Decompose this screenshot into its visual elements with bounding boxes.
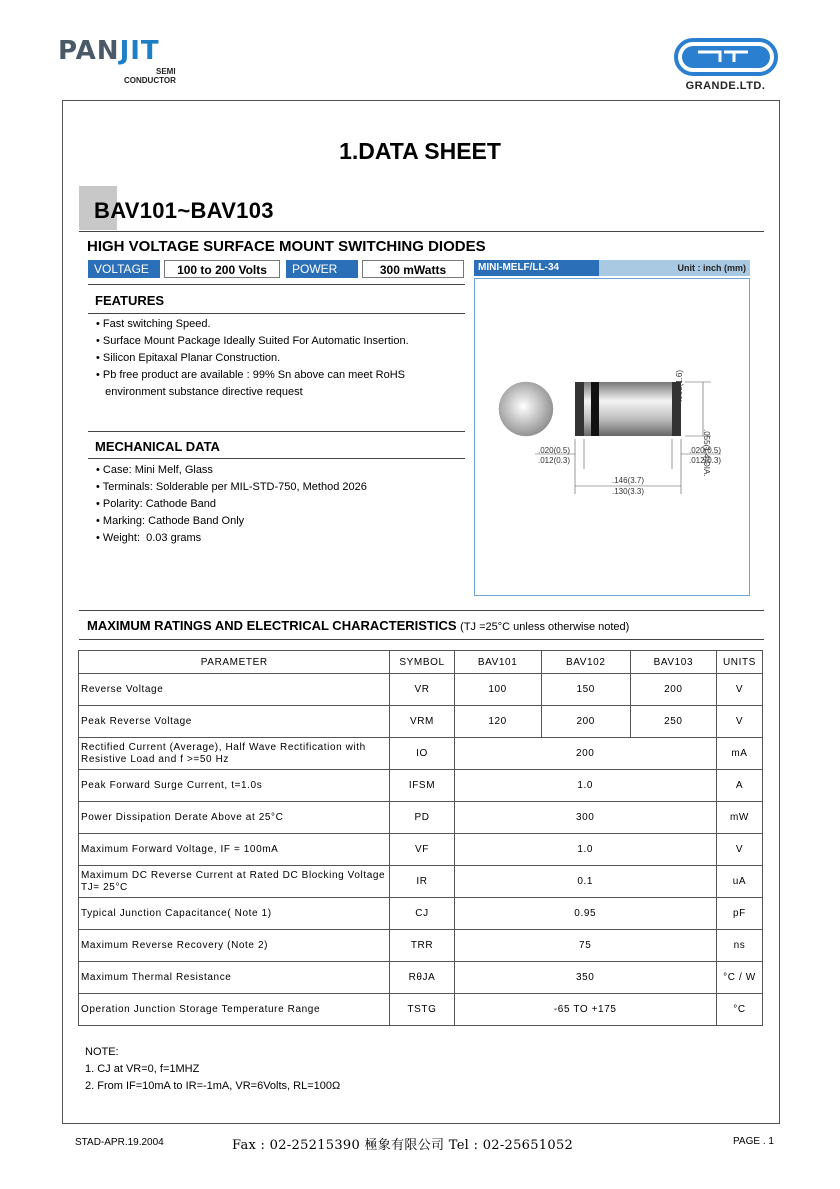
table-row [79,834,763,866]
unit-cell: V [716,674,762,706]
value-cell: -65 TO +175 [454,994,716,1026]
symbol-cell: VRM [390,706,454,738]
features-list [96,316,409,401]
voltage-label: VOLTAGE [88,260,160,278]
table-row [79,706,763,738]
parameter-cell: Rectified Current (Average), Half Wave Rectification with Resistive Load and f >=50 Hz [79,738,390,770]
dim-length-a: .146(3.7) [612,476,645,485]
note-item: 1. CJ at VR=0, f=1MHZ [85,1063,200,1075]
symbol-cell: IO [390,738,454,770]
diode-body [575,382,681,436]
unit-cell: V [716,706,762,738]
table-row [79,930,763,962]
value-cell: 0.95 [454,898,716,930]
power-label: POWER [286,260,358,278]
note-item: 2. From IF=10mA to IR=-1mA, VR=6Volts, RL=100Ω [85,1080,341,1092]
value-cell: 250 [630,706,716,738]
list-item: • Marking: Cathode Band Only [96,515,245,527]
list-item: • Terminals: Solderable per MIL-STD-750, Method 2026 [96,481,367,493]
list-item: • Silicon Epitaxal Planar Construction. [96,352,281,364]
column-header: SYMBOL [390,651,454,674]
column-header: BAV103 [630,651,716,674]
dim-diameter-a: .063(1.6) [675,369,684,402]
table-row [79,866,763,898]
parameter-cell: Reverse Voltage [79,674,390,706]
footer-contact: Fax : 02-25215390 極象有限公司 Tel : 02-25651052 [232,1138,574,1153]
parameter-cell: Typical Junction Capacitance( Note 1) [79,898,390,930]
grande-logo [668,38,783,98]
package-unit: Unit : inch (mm) [677,263,746,273]
ratings-title-text: MAXIMUM RATINGS AND ELECTRICAL CHARACTERISTICS [87,618,457,633]
panjit-logo-pan: PAN [58,36,120,66]
value-cell: 200 [541,706,630,738]
dim-diameter-b: .055(1.4)DIA. [702,429,711,477]
symbol-cell: TRR [390,930,454,962]
table-row [79,898,763,930]
list-item: • Fast switching Speed. [96,318,211,330]
table-row [79,802,763,834]
panjit-logo [58,38,188,90]
divider [88,458,465,459]
symbol-cell: IFSM [390,770,454,802]
unit-cell: ns [716,930,762,962]
list-item: • Case: Mini Melf, Glass [96,464,213,476]
cathode-band [591,382,599,436]
dim-right-a: .020(0.5) [689,446,722,455]
grande-logo-text: GRANDE.LTD. [685,80,766,92]
divider [88,431,465,432]
value-cell: 75 [454,930,716,962]
end-view-circle [499,382,553,436]
unit-cell: uA [716,866,762,898]
ratings-table [78,650,763,1026]
table-row [79,738,763,770]
voltage-value: 100 to 200 Volts [164,260,280,278]
value-cell: 1.0 [454,834,716,866]
column-header: BAV102 [541,651,630,674]
symbol-cell: RθJA [390,962,454,994]
unit-cell: pF [716,898,762,930]
dim-length-b: .130(3.3) [612,487,645,496]
ratings-title [87,618,629,633]
unit-cell: mA [716,738,762,770]
part-number-title: BAV101~BAV103 [94,198,274,223]
notes-heading: NOTE: [85,1046,119,1058]
list-item: • Weight: 0.03 grams [96,532,202,544]
unit-cell: A [716,770,762,802]
symbol-cell: VR [390,674,454,706]
parameter-cell: Maximum DC Reverse Current at Rated DC Blocking Voltage TJ= 25°C [79,866,390,898]
grande-emblem-icon [668,38,783,78]
product-subtitle: HIGH VOLTAGE SURFACE MOUNT SWITCHING DIODES [87,238,486,255]
package-name: MINI-MELF/LL-34 [474,260,599,276]
unit-cell: °C [716,994,762,1026]
table-header-row [79,651,763,674]
unit-cell: °C / W [716,962,762,994]
unit-cell: mW [716,802,762,834]
value-cell: 120 [454,706,541,738]
divider [79,639,764,640]
footer-page-number: PAGE . 1 [733,1136,774,1147]
mechanical-heading: MECHANICAL DATA [95,439,220,454]
column-header: UNITS [716,651,762,674]
ratings-condition: (TJ =25°C unless otherwise noted) [460,621,630,633]
panjit-logo-jit: JIT [119,36,160,66]
package-header [474,260,750,276]
table-row [79,962,763,994]
mechanical-list [96,462,367,547]
value-cell: 150 [541,674,630,706]
list-item: • Polarity: Cathode Band [96,498,217,510]
symbol-cell: TSTG [390,994,454,1026]
footer-date: STAD-APR.19.2004 [75,1137,164,1148]
unit-cell: V [716,834,762,866]
divider [88,284,465,285]
table-row [79,770,763,802]
parameter-cell: Peak Reverse Voltage [79,706,390,738]
divider [79,231,764,232]
notes [85,1044,340,1095]
parameter-cell: Peak Forward Surge Current, t=1.0s [79,770,390,802]
symbol-cell: IR [390,866,454,898]
table-row [79,674,763,706]
value-cell: 300 [454,802,716,834]
package-drawing [474,278,750,596]
left-terminal [575,382,584,436]
divider [88,313,465,314]
value-cell: 1.0 [454,770,716,802]
list-item: • Surface Mount Package Ideally Suited For Automatic Insertion. [96,335,409,347]
power-value: 300 mWatts [362,260,464,278]
list-item: environment substance directive request [96,386,303,398]
dim-left-a: .020(0.5) [538,446,571,455]
dim-left-b: .012(0.3) [538,456,571,465]
symbol-cell: PD [390,802,454,834]
panjit-logo-semi: SEMI [156,67,176,76]
parameter-cell: Operation Junction Storage Temperature Range [79,994,390,1026]
features-heading: FEATURES [95,293,165,308]
panjit-logo-conductor: CONDUCTOR [124,76,176,85]
list-item: • Pb free product are available : 99% Sn above can meet RoHS [96,369,405,381]
value-cell: 200 [630,674,716,706]
parameter-cell: Power Dissipation Derate Above at 25°C [79,802,390,834]
symbol-cell: CJ [390,898,454,930]
column-header: PARAMETER [79,651,390,674]
value-cell: 350 [454,962,716,994]
divider [79,610,764,611]
parameter-cell: Maximum Forward Voltage, IF = 100mA [79,834,390,866]
document-title: 1.DATA SHEET [339,138,501,164]
value-cell: 0.1 [454,866,716,898]
symbol-cell: VF [390,834,454,866]
parameter-cell: Maximum Reverse Recovery (Note 2) [79,930,390,962]
table-row [79,994,763,1026]
value-cell: 100 [454,674,541,706]
dim-right-b: .012(0.3) [689,456,722,465]
column-header: BAV101 [454,651,541,674]
parameter-cell: Maximum Thermal Resistance [79,962,390,994]
value-cell: 200 [454,738,716,770]
